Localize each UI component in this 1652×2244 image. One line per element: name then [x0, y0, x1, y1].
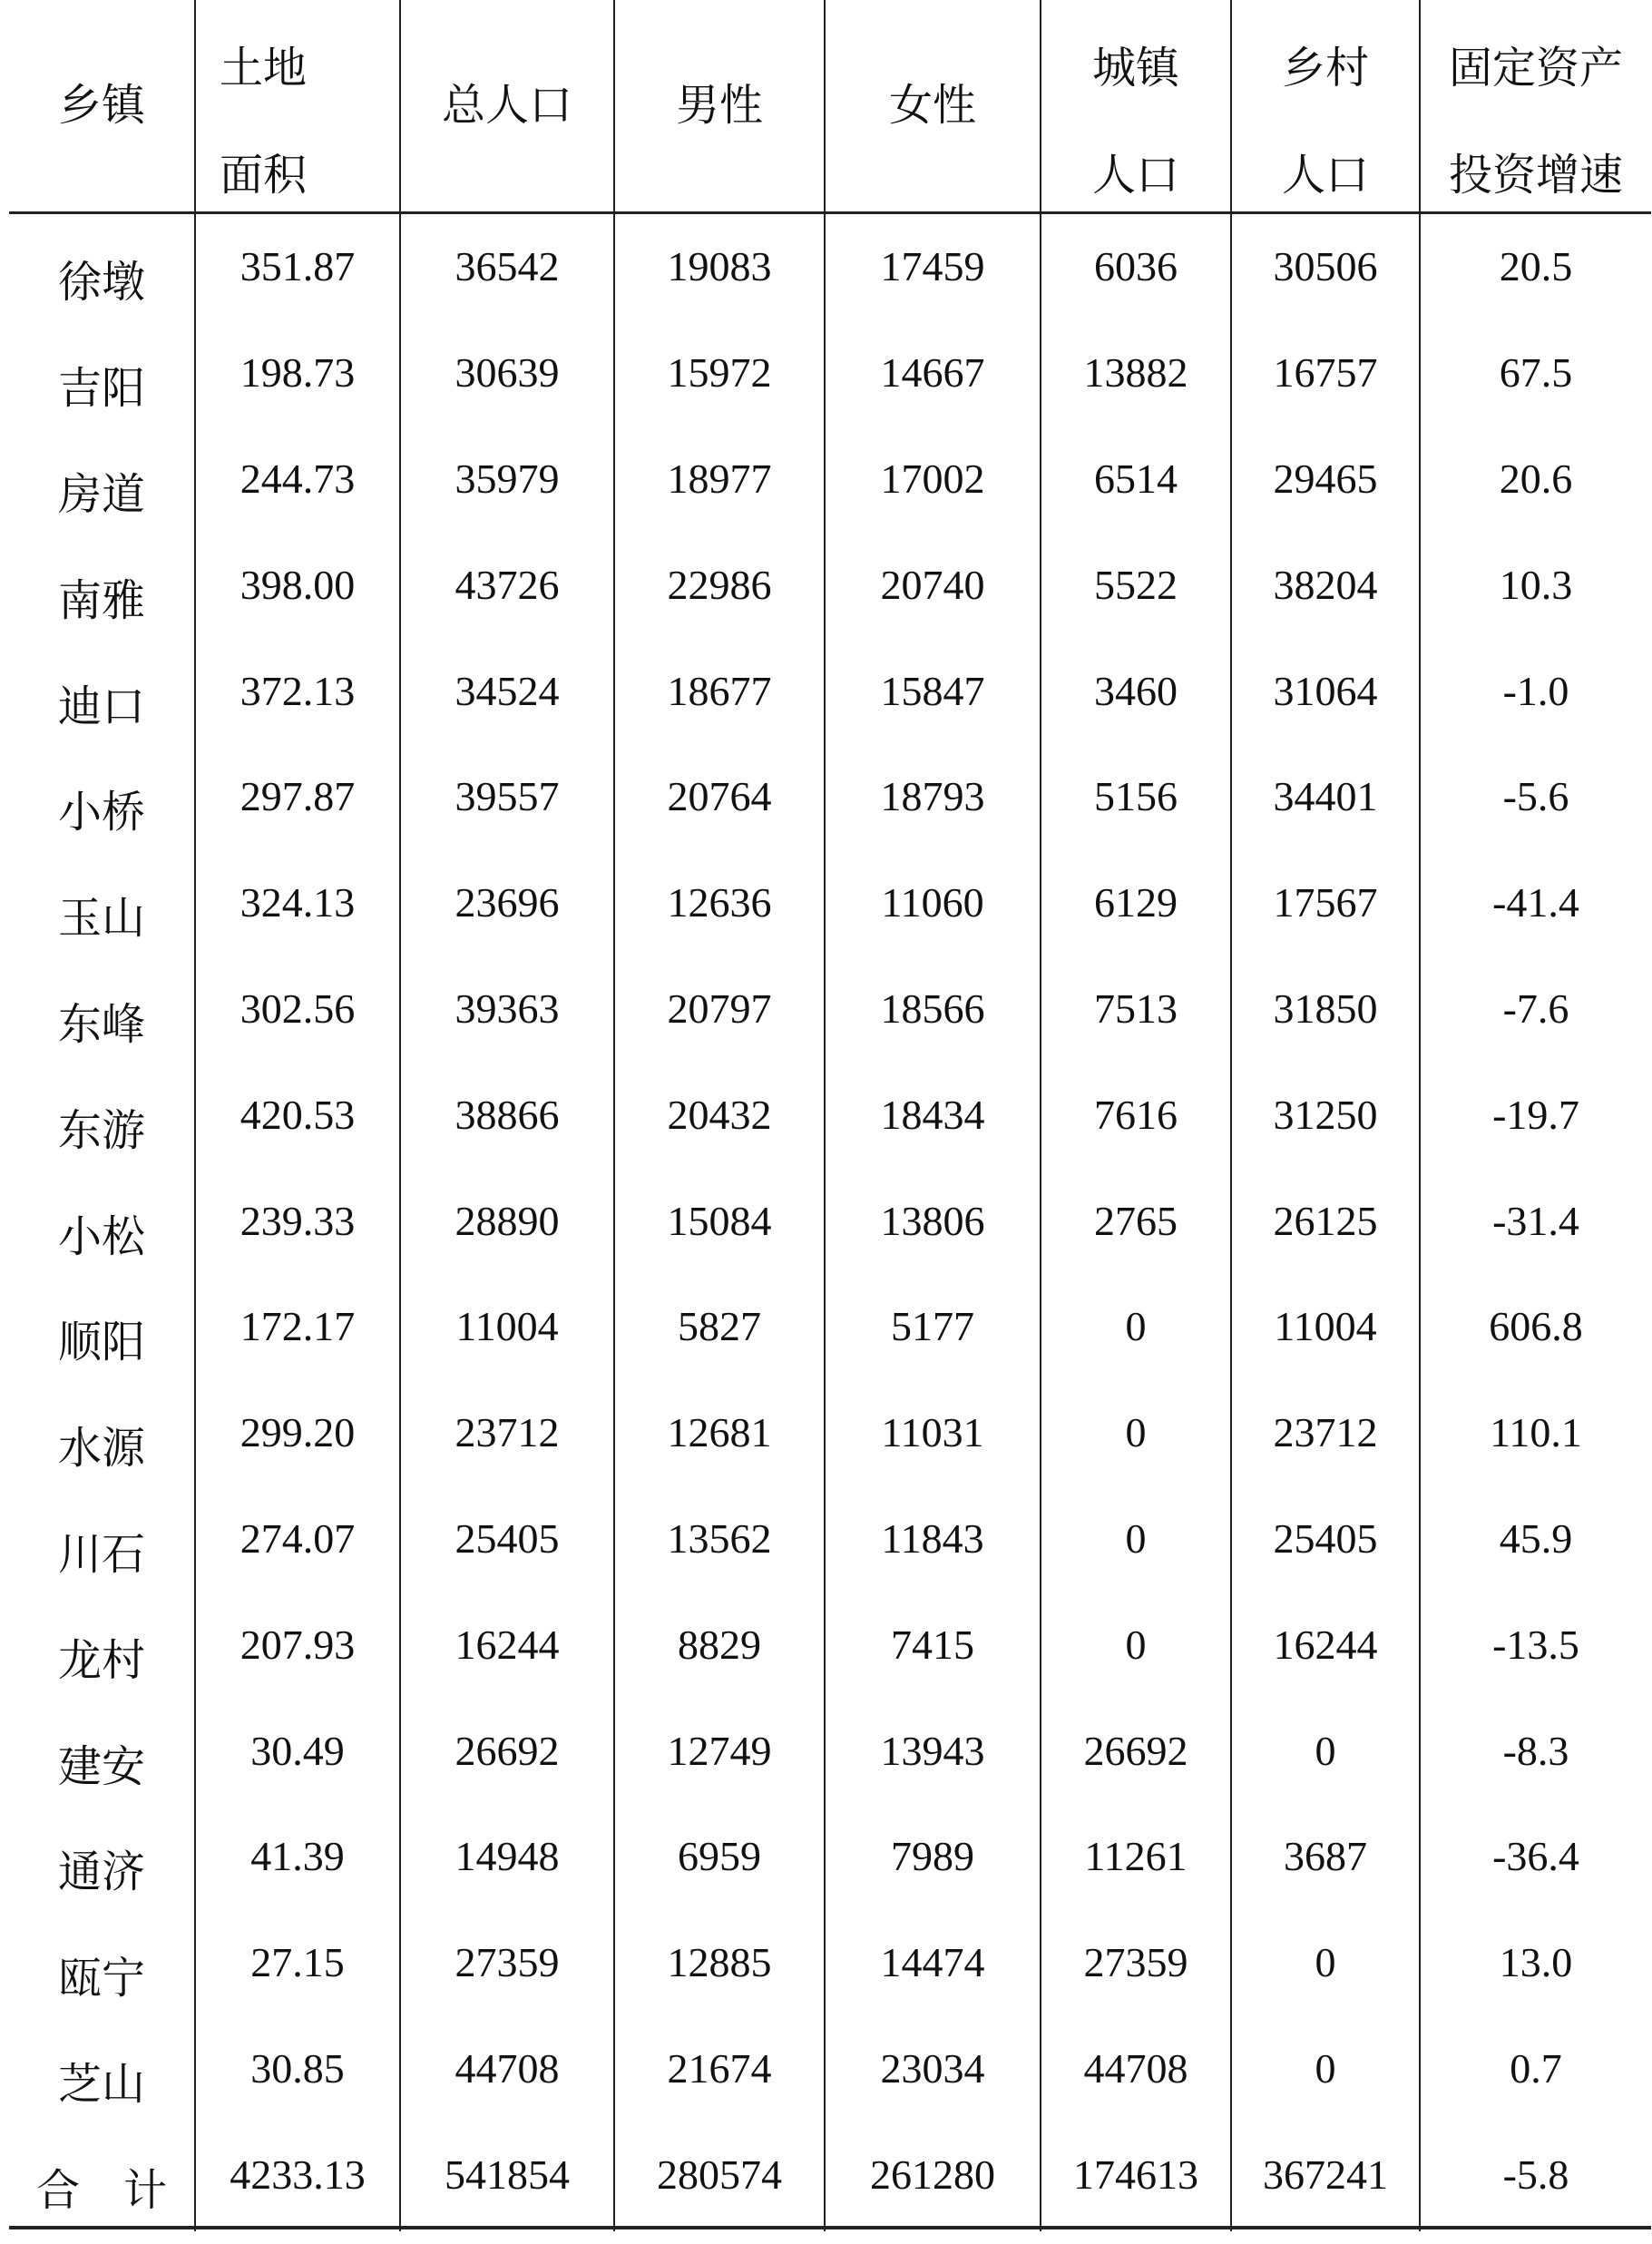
- cell-rural: 31850: [1273, 985, 1378, 1032]
- cell-urban: 6129: [1094, 879, 1178, 926]
- cell-rural: 30506: [1273, 243, 1378, 290]
- cell-total: 27359: [455, 1939, 560, 1986]
- cell-growth: -1.0: [1502, 667, 1569, 714]
- cell-urban: 44708: [1083, 2044, 1188, 2092]
- header-land-area: [220, 44, 383, 200]
- cell-growth: 0.7: [1510, 2044, 1562, 2092]
- cell-area: 172.17: [239, 1303, 356, 1350]
- cell-male: 12749: [667, 1727, 772, 1774]
- cell-urban: 27359: [1083, 1939, 1188, 1986]
- cell-total: 35979: [455, 455, 560, 502]
- cell-rural: 0: [1315, 1727, 1336, 1774]
- cell-male: 15084: [667, 1197, 772, 1244]
- cell-growth: 67.5: [1499, 349, 1573, 397]
- header-town-label: 乡镇: [57, 81, 145, 130]
- cell-growth: -8.3: [1502, 1727, 1569, 1774]
- cell-total: 16244: [455, 1621, 560, 1668]
- cell-rural: 16757: [1273, 349, 1378, 397]
- cell-area: 297.87: [239, 773, 356, 820]
- cell-rural: 23712: [1273, 1409, 1378, 1456]
- cell-town: 通济: [57, 1848, 145, 1897]
- cell-town: 迪口: [57, 682, 145, 731]
- cell-total: 23712: [455, 1409, 560, 1456]
- cell-urban: 0: [1125, 1514, 1147, 1562]
- cell-area: 30.49: [250, 1727, 345, 1774]
- header-fixed-invest-line2: 投资增速: [1448, 152, 1623, 200]
- cell-total: 25405: [455, 1514, 560, 1562]
- cell-female: 11060: [881, 879, 984, 926]
- cell-urban: 0: [1125, 1409, 1147, 1456]
- cell-total: 36542: [455, 243, 560, 290]
- cell-urban: 5522: [1094, 561, 1178, 608]
- cell-total: 38866: [455, 1091, 560, 1138]
- cell-rural: 26125: [1273, 1197, 1378, 1244]
- cell-town: 川石: [57, 1530, 145, 1579]
- cell-female: 7415: [891, 1621, 974, 1668]
- header-female: [826, 0, 1040, 211]
- cell-growth: 606.8: [1489, 1303, 1583, 1350]
- cell-rural: 34401: [1273, 773, 1378, 820]
- cell-female: 11031: [881, 1409, 984, 1456]
- header-rural-pop-line2: 人口: [1281, 152, 1369, 200]
- cell-urban: 0: [1125, 1303, 1147, 1350]
- cell-urban: 6514: [1094, 455, 1178, 502]
- cell-rural: 3687: [1284, 1833, 1367, 1880]
- cell-town: 吉阳: [57, 365, 145, 414]
- cell-growth: 20.6: [1499, 455, 1573, 502]
- cell-area: 351.87: [239, 243, 356, 290]
- cell-male: 20432: [667, 1091, 772, 1138]
- cell-rural: 0: [1315, 1939, 1336, 1986]
- cell-female: 11843: [881, 1514, 984, 1562]
- cell-urban: 13882: [1083, 349, 1188, 397]
- cell-growth: -13.5: [1492, 1621, 1579, 1668]
- cell-male: 12636: [667, 879, 772, 926]
- cell-female: 7989: [891, 1833, 974, 1880]
- cell-area: 198.73: [239, 349, 356, 397]
- cell-urban: 26692: [1083, 1727, 1188, 1774]
- cell-male: 5827: [678, 1303, 761, 1350]
- cell-town: 南雅: [57, 576, 145, 625]
- cell-urban: 7513: [1094, 985, 1178, 1032]
- cell-town: 玉山: [57, 895, 145, 944]
- cell-area: 372.13: [239, 667, 356, 714]
- cell-male: 280574: [657, 2151, 782, 2198]
- cell-total: 23696: [455, 879, 560, 926]
- cell-area: 398.00: [239, 561, 356, 608]
- cell-town: 水源: [57, 1425, 145, 1474]
- cell-total: 44708: [455, 2044, 560, 2092]
- cell-rural: 17567: [1273, 879, 1378, 926]
- cell-urban: 2765: [1094, 1197, 1178, 1244]
- cell-total: 43726: [455, 561, 560, 608]
- cell-area: 27.15: [250, 1939, 345, 1986]
- cell-growth: -5.6: [1502, 773, 1569, 820]
- cell-area: 302.56: [239, 985, 356, 1032]
- cell-total: 11004: [455, 1303, 559, 1350]
- header-total-pop: [401, 0, 613, 211]
- cell-female: 18434: [880, 1091, 985, 1138]
- cell-female: 17002: [880, 455, 985, 502]
- cell-female: 14667: [880, 349, 985, 397]
- cell-area: 299.20: [239, 1409, 356, 1456]
- cell-female: 13943: [880, 1727, 985, 1774]
- cell-area: 420.53: [239, 1091, 356, 1138]
- cell-area: 244.73: [239, 455, 356, 502]
- cell-urban: 11261: [1084, 1833, 1188, 1880]
- cell-growth: 20.5: [1499, 243, 1573, 290]
- cell-male: 15972: [667, 349, 772, 397]
- cell-female: 23034: [880, 2044, 985, 2092]
- cell-rural: 38204: [1273, 561, 1378, 608]
- cell-urban: 5156: [1094, 773, 1178, 820]
- cell-growth: 45.9: [1499, 1514, 1573, 1562]
- cell-town: 建安: [57, 1742, 145, 1791]
- cell-town: 东游: [57, 1106, 145, 1155]
- cell-growth: 13.0: [1499, 1939, 1573, 1986]
- header-land-area-line1: 土地: [220, 44, 308, 93]
- cell-female: 18793: [880, 773, 985, 820]
- cell-growth: 10.3: [1499, 561, 1573, 608]
- header-urban-pop: [1041, 44, 1230, 200]
- cell-male: 12885: [667, 1939, 772, 1986]
- header-fixed-invest: [1421, 44, 1651, 200]
- cell-male: 18677: [667, 667, 772, 714]
- cell-female: 13806: [880, 1197, 985, 1244]
- header-town: [9, 0, 194, 211]
- cell-male: 22986: [667, 561, 772, 608]
- cell-total: 541854: [445, 2151, 570, 2198]
- cell-female: 15847: [880, 667, 985, 714]
- cell-town: 瓯宁: [57, 1955, 145, 2004]
- cell-rural: 11004: [1274, 1303, 1377, 1350]
- cell-growth: 110.1: [1490, 1409, 1582, 1456]
- cell-female: 17459: [880, 243, 985, 290]
- cell-growth: -7.6: [1502, 985, 1569, 1032]
- cell-rural: 16244: [1273, 1621, 1378, 1668]
- header-female-label: 女性: [888, 81, 976, 130]
- cell-male: 20797: [667, 985, 772, 1032]
- cell-town: 顺阳: [57, 1318, 145, 1367]
- cell-growth: -31.4: [1492, 1197, 1579, 1244]
- cell-town: 小桥: [57, 789, 145, 838]
- cell-female: 14474: [880, 1939, 985, 1986]
- cell-female: 20740: [880, 561, 985, 608]
- cell-growth: -19.7: [1492, 1091, 1579, 1138]
- cell-town: 合 计: [35, 2166, 167, 2215]
- cell-town: 徐墩: [57, 259, 145, 308]
- cell-area: 41.39: [250, 1833, 345, 1880]
- header-urban-pop-line1: 城镇: [1091, 44, 1179, 93]
- header-land-area-line2: 面积: [220, 152, 308, 200]
- cell-total: 30639: [455, 349, 560, 397]
- header-male-label: 男性: [675, 81, 763, 130]
- cell-total: 26692: [455, 1727, 560, 1774]
- header-rural-pop: [1232, 44, 1419, 200]
- cell-male: 8829: [678, 1621, 761, 1668]
- header-total-pop-label: 总人口: [441, 81, 572, 130]
- cell-area: 239.33: [239, 1197, 356, 1244]
- cell-urban: 0: [1125, 1621, 1147, 1668]
- cell-male: 18977: [667, 455, 772, 502]
- cell-growth: -5.8: [1502, 2151, 1569, 2198]
- cell-rural: 31064: [1273, 667, 1378, 714]
- header-fixed-invest-line1: 固定资产: [1448, 44, 1623, 93]
- cell-rural: 367241: [1263, 2151, 1388, 2198]
- cell-male: 13562: [667, 1514, 772, 1562]
- header-rural-pop-line1: 乡村: [1281, 44, 1369, 93]
- cell-male: 20764: [667, 773, 772, 820]
- cell-rural: 25405: [1273, 1514, 1378, 1562]
- cell-urban: 3460: [1094, 667, 1178, 714]
- cell-total: 28890: [455, 1197, 560, 1244]
- cell-female: 261280: [870, 2151, 995, 2198]
- cell-town: 房道: [57, 470, 145, 519]
- cell-total: 39557: [455, 773, 560, 820]
- cell-male: 19083: [667, 243, 772, 290]
- statistics-table: [9, 0, 1651, 2231]
- cell-town: 龙村: [57, 1636, 145, 1685]
- cell-total: 39363: [455, 985, 560, 1032]
- cell-area: 207.93: [239, 1621, 356, 1668]
- cell-female: 5177: [891, 1303, 974, 1350]
- header-urban-pop-line2: 人口: [1091, 152, 1179, 200]
- cell-growth: -36.4: [1492, 1833, 1579, 1880]
- header-male: [615, 0, 824, 211]
- cell-total: 34524: [455, 667, 560, 714]
- cell-area: 274.07: [239, 1514, 356, 1562]
- cell-rural: 31250: [1273, 1091, 1378, 1138]
- cell-male: 6959: [678, 1833, 761, 1880]
- cell-urban: 6036: [1094, 243, 1178, 290]
- cell-area: 324.13: [239, 879, 356, 926]
- cell-town: 东峰: [57, 1000, 145, 1049]
- cell-rural: 0: [1315, 2044, 1336, 2092]
- cell-growth: -41.4: [1492, 879, 1579, 926]
- cell-area: 4233.13: [230, 2151, 366, 2198]
- cell-male: 12681: [667, 1409, 772, 1456]
- cell-town: 小松: [57, 1212, 145, 1261]
- cell-urban: 7616: [1094, 1091, 1178, 1138]
- cell-male: 21674: [667, 2044, 772, 2092]
- cell-area: 30.85: [250, 2044, 345, 2092]
- cell-rural: 29465: [1273, 455, 1378, 502]
- cell-urban: 174613: [1073, 2151, 1198, 2198]
- cell-female: 18566: [880, 985, 985, 1032]
- cell-town: 芝山: [57, 2060, 145, 2109]
- cell-total: 14948: [455, 1833, 560, 1880]
